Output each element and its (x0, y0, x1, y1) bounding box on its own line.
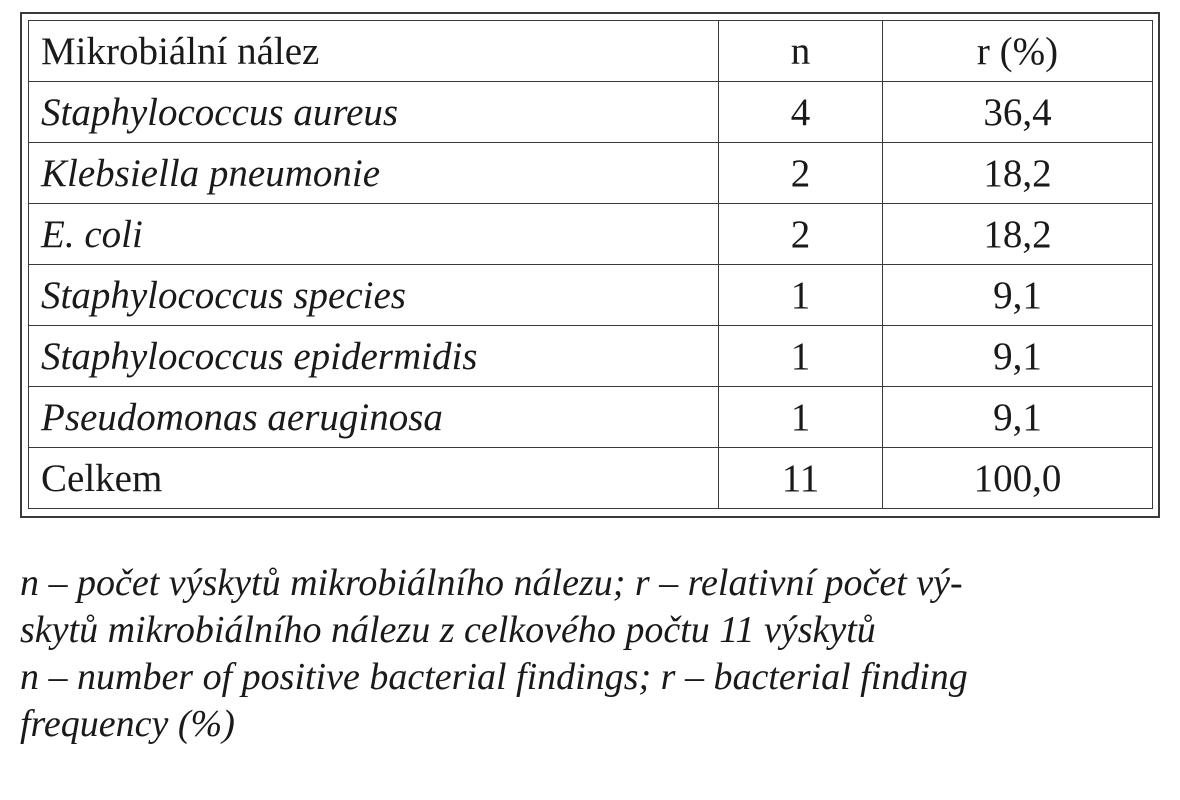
footnote-en-line-1: n – number of positive bacterial findings; r – bacterial finding (20, 656, 968, 699)
table-row (29, 326, 1153, 387)
table-row (29, 265, 1153, 326)
row-r: 18,2 (883, 204, 1153, 265)
row-r: 18,2 (883, 143, 1153, 204)
table-row (29, 82, 1153, 143)
row-name: Staphylococcus epidermidis (29, 326, 719, 387)
row-n: 2 (719, 143, 883, 204)
table-header-row (29, 21, 1153, 82)
row-n: 1 (719, 326, 883, 387)
row-n: 1 (719, 265, 883, 326)
row-name: Klebsiella pneumonie (29, 143, 719, 204)
header-n: n (719, 21, 883, 82)
row-name: E. coli (29, 204, 719, 265)
row-r: 9,1 (883, 265, 1153, 326)
table-total-row (29, 448, 1153, 509)
row-name: Staphylococcus species (29, 265, 719, 326)
table-row (29, 143, 1153, 204)
total-r: 100,0 (883, 448, 1153, 509)
row-name: Pseudomonas aeruginosa (29, 387, 719, 448)
header-r-percent: r (%) (883, 21, 1153, 82)
table-footnote (20, 560, 1170, 748)
row-n: 4 (719, 82, 883, 143)
row-n: 1 (719, 387, 883, 448)
footnote-cz-line-2: skytů mikrobiálního nálezu z celkového počtu 11 výskytů (20, 609, 876, 652)
row-name: Staphylococcus aureus (29, 82, 719, 143)
row-r: 36,4 (883, 82, 1153, 143)
footnote-cz-line-1: n – počet výskytů mikrobiálního nálezu; r – relativní počet vý- (20, 562, 963, 604)
row-r: 9,1 (883, 326, 1153, 387)
row-n: 2 (719, 204, 883, 265)
microbial-findings-table (28, 20, 1153, 509)
table-row (29, 387, 1153, 448)
total-n: 11 (719, 448, 883, 509)
footnote-en-line-2: frequency (%) (20, 703, 235, 746)
table-row (29, 204, 1153, 265)
header-microbial-finding: Mikrobiální nález (29, 21, 719, 82)
total-label: Celkem (29, 448, 719, 509)
row-r: 9,1 (883, 387, 1153, 448)
